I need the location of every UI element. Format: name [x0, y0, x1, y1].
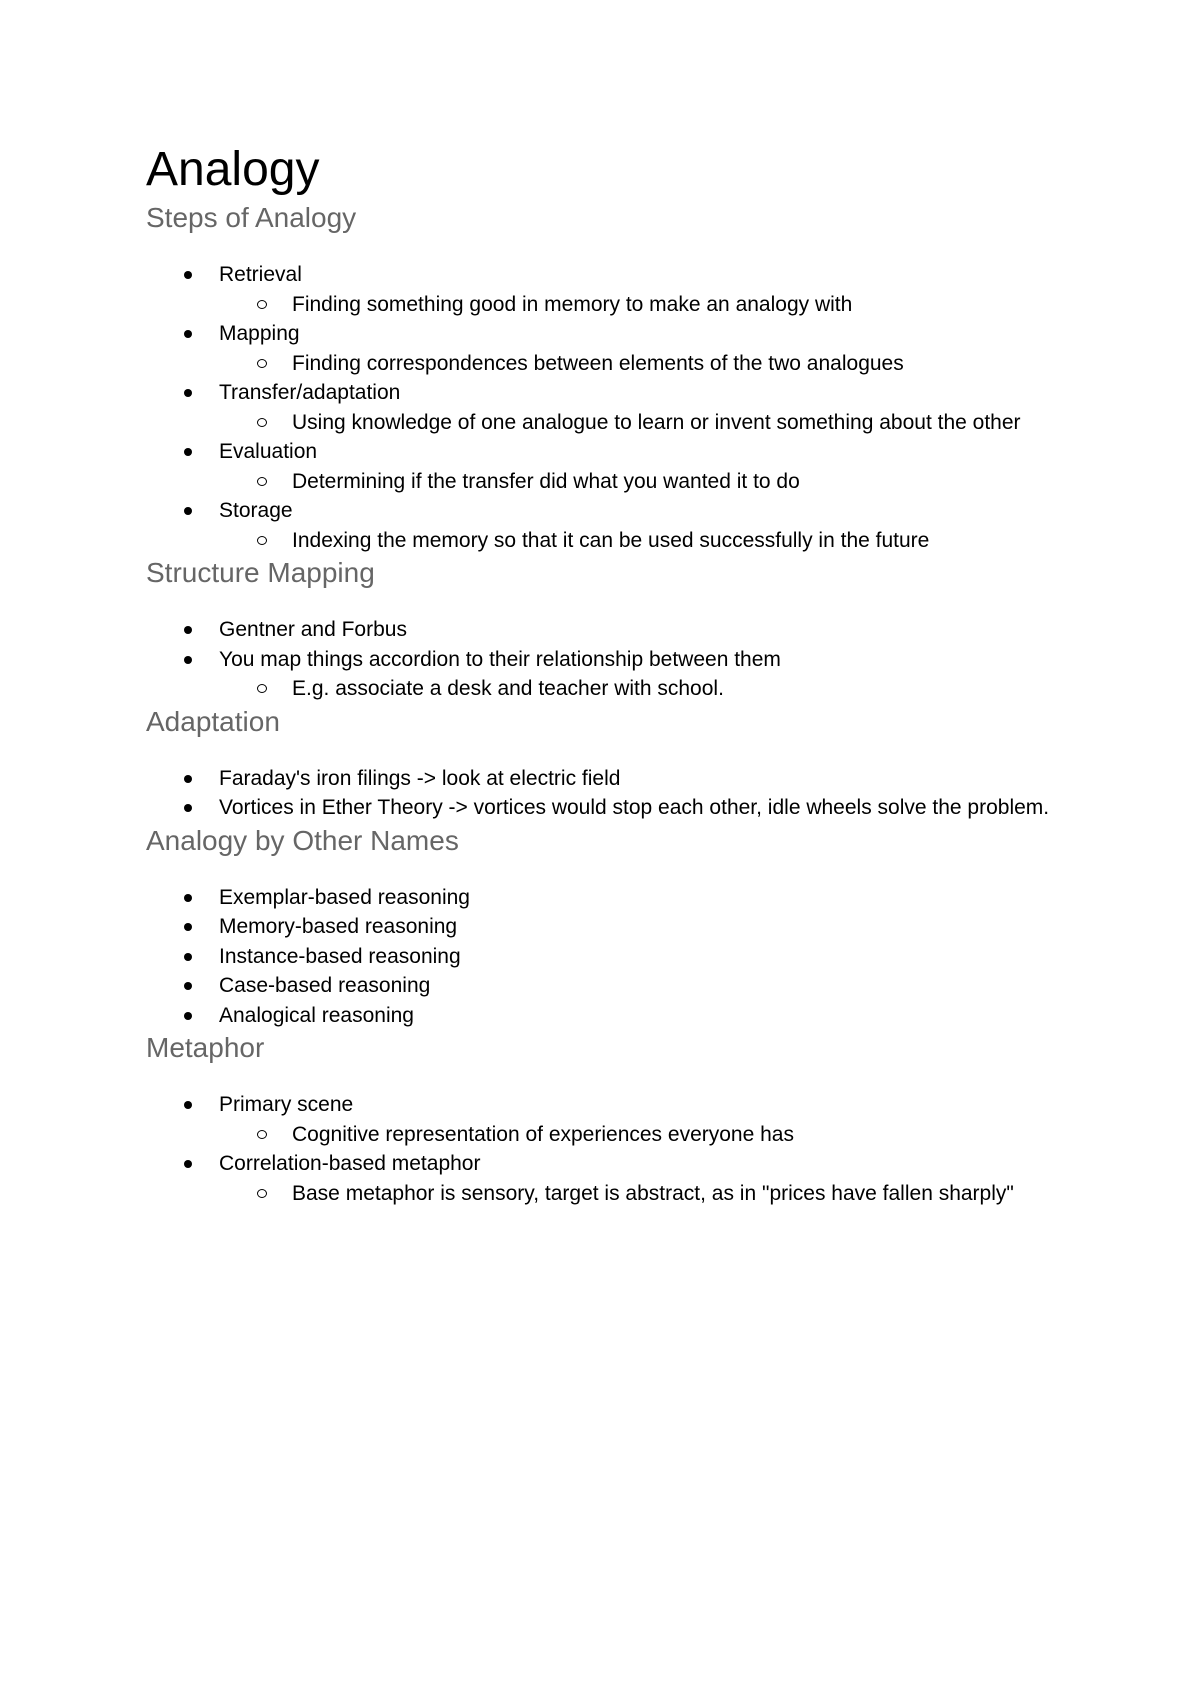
list-item-text: Case-based reasoning [219, 974, 431, 997]
sub-bullet-list [219, 674, 1086, 704]
list-item [146, 260, 1086, 319]
list-item [146, 319, 1086, 378]
document-body [146, 200, 1086, 1208]
list-item [146, 764, 1086, 794]
sub-bullet-list [219, 408, 1086, 438]
list-item [146, 437, 1086, 496]
document-title: Analogy [146, 143, 320, 196]
list-item-text: Storage [219, 499, 293, 522]
section-heading: Analogy by Other Names [146, 824, 459, 856]
sub-list-item: Finding something good in memory to make an analogy with [219, 290, 1086, 320]
list-item-text: Analogical reasoning [219, 1003, 414, 1027]
sub-bullet-list [219, 1179, 1086, 1209]
sub-bullet-list [219, 349, 1086, 379]
section-heading: Adaptation [146, 705, 280, 737]
bullet-list [146, 615, 1086, 704]
list-item-text: Evaluation [219, 440, 318, 463]
list-item-text: Retrieval [219, 263, 302, 286]
section-4 [146, 823, 1086, 1031]
sub-list-item: E.g. associate a desk and teacher with school. [219, 674, 1086, 704]
section-3 [146, 704, 1086, 823]
list-item-text: Faraday's iron filings -> look at electric field [219, 766, 621, 790]
document-page [146, 140, 1086, 1208]
list-item [146, 378, 1086, 437]
sub-list-item: Determining if the transfer did what you wanted it to do [219, 467, 1086, 497]
section-1 [146, 200, 1086, 555]
list-item-text: Gentner and Forbus [219, 618, 407, 641]
list-item [146, 883, 1086, 913]
section-5 [146, 1030, 1086, 1208]
list-item [146, 971, 1086, 1001]
list-item [146, 1001, 1086, 1031]
list-item-text: Mapping [219, 322, 300, 345]
bullet-list [146, 883, 1086, 1031]
list-item-text: Transfer/adaptation [219, 381, 401, 404]
list-item [146, 912, 1086, 942]
sub-bullet-list [219, 290, 1086, 320]
sub-list-item: Base metaphor is sensory, target is abstract, as in "prices have fallen sharply" [219, 1179, 1086, 1209]
list-item-text: You map things accordion to their relationship between them [219, 647, 781, 671]
list-item-text: Memory-based reasoning [219, 915, 458, 938]
list-item-text: Primary scene [219, 1093, 354, 1116]
sub-bullet-list [219, 1120, 1086, 1150]
list-item [146, 942, 1086, 972]
sub-list-item: Using knowledge of one analogue to learn or invent something about the other [219, 408, 1086, 438]
list-item-text: Instance-based reasoning [219, 944, 461, 968]
sub-list-item: Indexing the memory so that it can be used successfully in the future [219, 526, 1086, 556]
list-item [146, 615, 1086, 645]
sub-list-item: Finding correspondences between elements of the two analogues [219, 349, 1086, 379]
list-item [146, 496, 1086, 555]
list-item [146, 793, 1086, 823]
bullet-list [146, 260, 1086, 555]
bullet-list [146, 1090, 1086, 1208]
section-2 [146, 555, 1086, 704]
list-item [146, 1149, 1086, 1208]
sub-list-item: Cognitive representation of experiences everyone has [219, 1120, 1086, 1150]
list-item [146, 645, 1086, 704]
list-item-text: Vortices in Ether Theory -> vortices would stop each other, idle wheels solve the problem. [219, 796, 1050, 819]
list-item-text: Correlation-based metaphor [219, 1152, 481, 1175]
list-item [146, 1090, 1086, 1149]
section-heading: Metaphor [146, 1032, 265, 1063]
sub-bullet-list [219, 467, 1086, 497]
sub-bullet-list [219, 526, 1086, 556]
list-item-text: Exemplar-based reasoning [219, 885, 470, 909]
section-heading: Steps of Analogy [146, 202, 357, 233]
section-heading: Structure Mapping [146, 557, 375, 588]
bullet-list [146, 764, 1086, 823]
